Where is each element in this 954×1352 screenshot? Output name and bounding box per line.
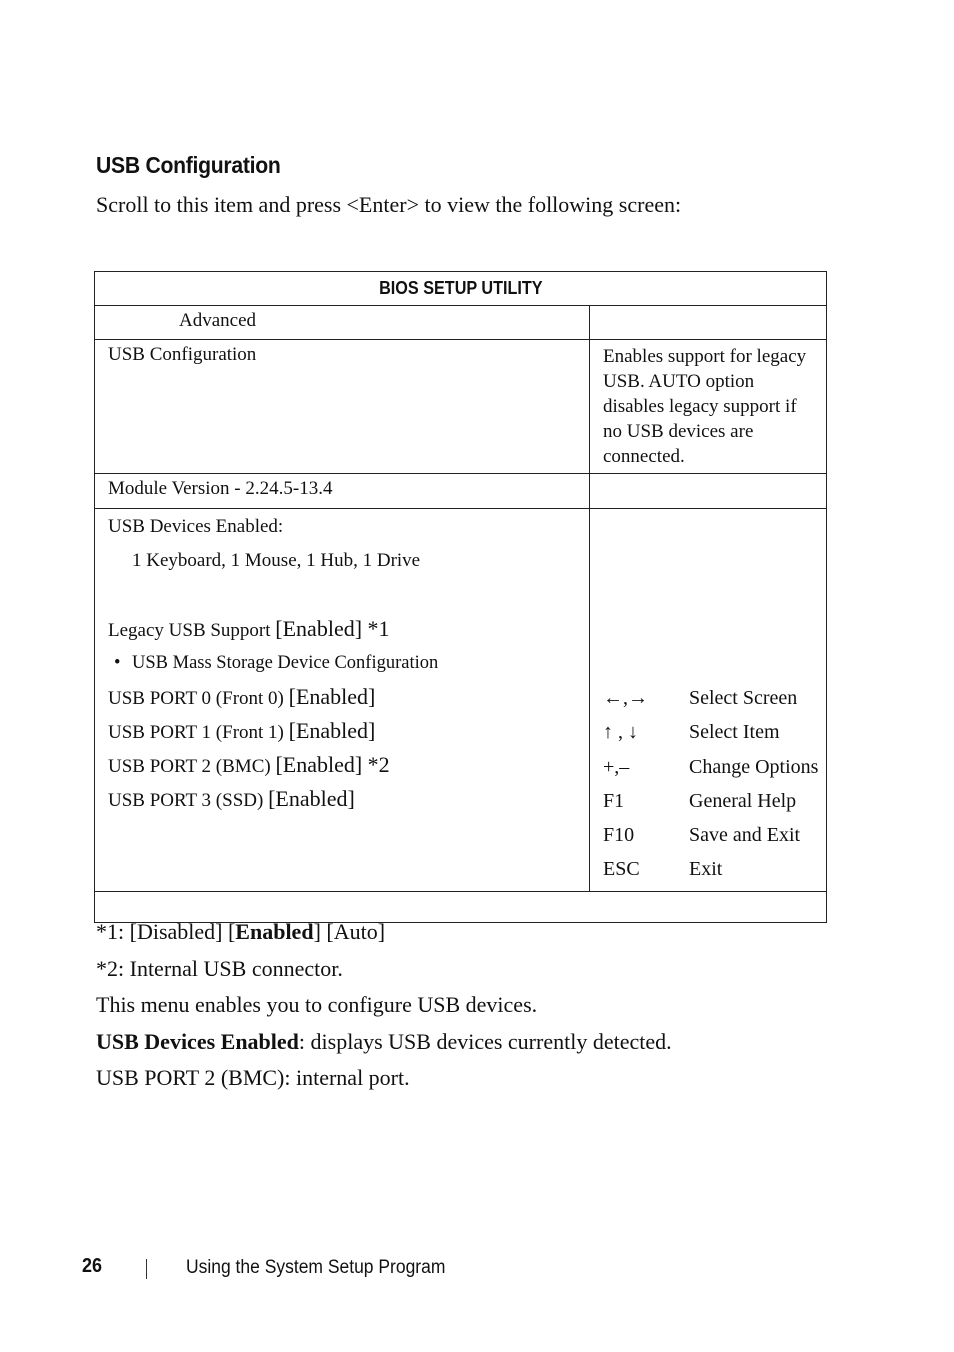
port-value[interactable]: [Enabled] *2: [275, 752, 390, 777]
usb-port-0-option[interactable]: [108, 683, 576, 717]
key-action: Exit: [689, 858, 723, 881]
usb-port-3-option[interactable]: [108, 785, 576, 819]
mass-storage-config-item[interactable]: [108, 649, 576, 683]
key-row: [603, 715, 826, 749]
key-action: Change Options: [689, 755, 819, 778]
arrow-left-right-icon: ←,→: [603, 687, 648, 709]
key-action: Select Screen: [689, 687, 798, 709]
bios-tab-advanced[interactable]: Advanced: [179, 310, 257, 331]
intro-text: Scroll to this item and press <Enter> to view the following screen:: [96, 192, 682, 217]
page-number: 26: [82, 1255, 103, 1277]
footnote-1: *1: [Disabled] [Enabled] [Auto]: [96, 919, 386, 944]
bios-section-label: [95, 340, 590, 474]
devices-label: USB Devices Enabled:: [108, 516, 284, 537]
key-row: [603, 750, 826, 784]
paragraph-port2: USB PORT 2 (BMC): internal port.: [96, 1065, 410, 1090]
legacy-label: Legacy USB Support: [108, 620, 271, 641]
devices-value: 1 Keyboard, 1 Mouse, 1 Hub, 1 Drive: [132, 550, 421, 571]
module-version: [95, 474, 590, 509]
bios-title: BIOS SETUP UTILITY: [95, 272, 827, 306]
module-version-text: Module Version - 2.24.5-13.4: [108, 478, 333, 499]
footer-section-title: Using the System Setup Program: [186, 1257, 446, 1278]
port-label: USB PORT 1 (Front 1): [108, 722, 284, 743]
key-row: [603, 681, 826, 715]
port-value[interactable]: [Enabled]: [268, 786, 355, 811]
mass-storage-label: USB Mass Storage Device Configuration: [132, 653, 439, 673]
esc-key: ESC: [603, 858, 640, 881]
f1-key: F1: [603, 789, 625, 812]
legacy-value[interactable]: [Enabled] *1: [275, 616, 390, 641]
key-legend: [590, 509, 827, 892]
bios-screen-table: [94, 271, 827, 923]
port-value[interactable]: [Enabled]: [288, 684, 376, 709]
legacy-usb-support-option[interactable]: [108, 615, 576, 649]
key-action: General Help: [689, 789, 797, 812]
paragraph-menu: This menu enables you to configure USB devices.: [96, 992, 538, 1017]
bios-options-cell: [95, 509, 590, 892]
port-label: USB PORT 3 (SSD): [108, 790, 264, 811]
section-heading: USB Configuration: [96, 152, 281, 178]
usb-port-2-option[interactable]: [108, 751, 576, 785]
footnote-2: *2: Internal USB connector.: [96, 955, 343, 981]
bios-tab-cell: [95, 306, 590, 340]
plus-minus-key: +,–: [603, 755, 630, 778]
bios-help-text: Enables support for legacy USB. AUTO option disables legacy support if no USB devices are connected.: [590, 340, 827, 474]
bios-tab-empty: [590, 306, 827, 340]
usb-port-1-option[interactable]: [108, 717, 576, 751]
key-action: Save and Exit: [689, 824, 801, 847]
key-action: Select Item: [689, 721, 780, 744]
port-value[interactable]: [Enabled]: [288, 718, 376, 743]
footnotes: [96, 916, 672, 1099]
paragraph-devices: USB Devices Enabled: displays USB devices currently detected.: [96, 1028, 672, 1054]
key-row: [603, 784, 826, 818]
port-label: USB PORT 2 (BMC): [108, 756, 271, 777]
arrow-up-down-icon: ↑ , ↓: [603, 721, 638, 744]
port-label: USB PORT 0 (Front 0): [108, 688, 284, 709]
key-row: [603, 818, 826, 852]
spacer: [108, 581, 576, 615]
section-label-text: USB Configuration: [108, 344, 257, 365]
footer-divider: [146, 1259, 147, 1279]
module-version-empty: [590, 474, 827, 509]
f10-key: F10: [603, 824, 635, 847]
key-row: [603, 852, 826, 886]
